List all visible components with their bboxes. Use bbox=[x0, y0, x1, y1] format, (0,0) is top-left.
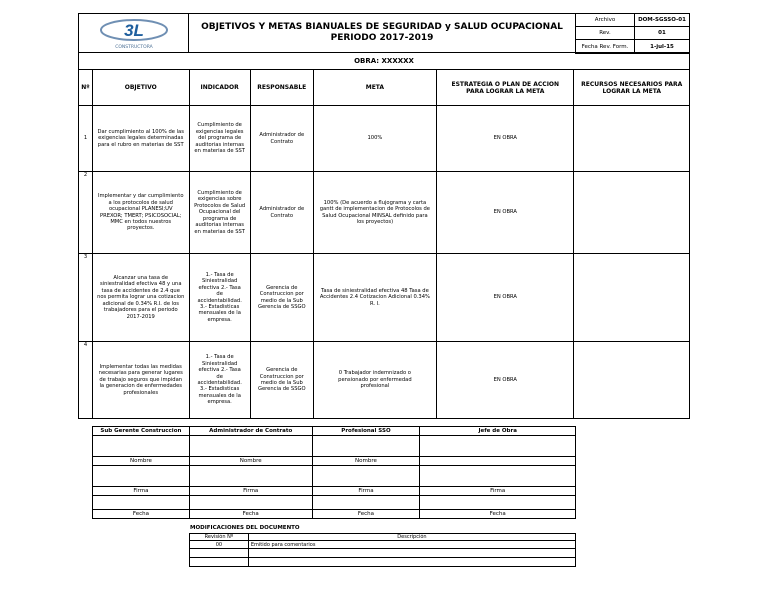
row-objetivo: Dar cumplimiento al 100% de las exigencias legales determinadas para el rubro en materias de SST bbox=[92, 106, 189, 172]
signature-firma-row bbox=[93, 487, 576, 496]
signature-firma-label: Firma bbox=[312, 487, 420, 496]
table-row bbox=[190, 549, 576, 558]
row-indicador: Cumplimiento de exigencias legales del programa de auditorias internas en materias de SST bbox=[189, 106, 250, 172]
signature-role: Profesional SSO bbox=[312, 427, 420, 436]
mod-col-rev: Revisión Nº bbox=[190, 534, 249, 541]
signature-firma-label: Firma bbox=[420, 487, 576, 496]
row-meta: 100% (De acuerdo a flujograma y carta gantt de implementacion de Protocolos de Salud Ocupacional MINSAL definido para los proyectos) bbox=[313, 172, 436, 254]
col-header-meta: META bbox=[313, 70, 436, 106]
column-header-row bbox=[79, 70, 690, 106]
col-header-objetivo: OBJETIVO bbox=[92, 70, 189, 106]
mod-desc: Emitido para comentarios bbox=[248, 541, 575, 549]
svg-text:3L: 3L bbox=[124, 21, 144, 40]
table-row bbox=[79, 106, 690, 172]
signature-fecha-label: Fecha bbox=[93, 510, 190, 519]
signature-roles-row bbox=[93, 427, 576, 436]
objectives-table bbox=[78, 69, 690, 419]
col-header-recursos: RECURSOS NECESARIOS PARA LOGRAR LA META bbox=[574, 70, 690, 106]
signature-nombre-label: Nombre bbox=[189, 457, 312, 466]
svg-text:CONSTRUCTORA: CONSTRUCTORA bbox=[115, 45, 153, 50]
signature-nombre-label: Nombre bbox=[93, 457, 190, 466]
signature-role: Jefe de Obra bbox=[420, 427, 576, 436]
row-number: 1 bbox=[79, 106, 93, 172]
col-header-indicador: INDICADOR bbox=[189, 70, 250, 106]
row-meta: 100% bbox=[313, 106, 436, 172]
mod-desc bbox=[248, 558, 575, 567]
meta-label-fecha: Fecha Rev. Form. bbox=[576, 40, 635, 54]
row-objetivo: Implementar todas las medidas necesarias para generar lugares de trabajo seguros que impidan la generacion de enfermedades profesionales bbox=[92, 342, 189, 419]
meta-value-archivo: DOM-SGSSO-01 bbox=[635, 14, 690, 27]
document-meta-table bbox=[575, 13, 690, 54]
row-estrategia: EN OBRA bbox=[437, 254, 574, 342]
mod-rev bbox=[190, 558, 249, 567]
row-responsable: Administrador de Contrato bbox=[250, 172, 313, 254]
signature-fecha-label: Fecha bbox=[189, 510, 312, 519]
col-header-responsable: RESPONSABLE bbox=[250, 70, 313, 106]
table-row bbox=[79, 172, 690, 254]
table-row bbox=[79, 342, 690, 419]
col-header-estrategia: ESTRATEGIA O PLAN DE ACCION PARA LOGRAR LA META bbox=[437, 70, 574, 106]
signature-role: Sub Gerente Construccion bbox=[93, 427, 190, 436]
title-line-2: PERIODO 2017-2019 bbox=[330, 33, 434, 43]
title-line-1: OBJETIVOS Y METAS BIANUALES DE SEGURIDAD y SALUD OCUPACIONAL bbox=[201, 22, 563, 32]
modifications-title: MODIFICACIONES DEL DOCUMENTO bbox=[190, 525, 300, 531]
row-estrategia: EN OBRA bbox=[437, 172, 574, 254]
modifications-header-row bbox=[190, 534, 576, 541]
mod-desc bbox=[248, 549, 575, 558]
row-number: 4 bbox=[79, 342, 93, 419]
row-recursos bbox=[574, 106, 690, 172]
signature-fecha-label: Fecha bbox=[420, 510, 576, 519]
mod-rev bbox=[190, 549, 249, 558]
row-recursos bbox=[574, 254, 690, 342]
signature-fecha-row bbox=[93, 510, 576, 519]
row-indicador: 1.- Tasa de Siniestralidad efectiva 2.- Tasa de accidentabilidad. 3.- Estadisticas mensuales de la empresa. bbox=[189, 342, 250, 419]
modifications-table bbox=[189, 533, 576, 567]
table-row bbox=[190, 541, 576, 549]
signature-nombre-label bbox=[420, 457, 576, 466]
row-number: 2 bbox=[79, 172, 93, 254]
obra-label: OBRA: XXXXXX bbox=[354, 57, 414, 65]
signature-nombre-row bbox=[93, 457, 576, 466]
row-number: 3 bbox=[79, 254, 93, 342]
row-responsable: Gerencia de Construccion por medio de la Sub Gerencia de SSGO bbox=[250, 342, 313, 419]
signature-fecha-label: Fecha bbox=[312, 510, 420, 519]
signature-firma-label: Firma bbox=[189, 487, 312, 496]
meta-label-rev: Rev. bbox=[576, 27, 635, 40]
mod-col-desc: Descripción bbox=[248, 534, 575, 541]
signature-role: Administrador de Contrato bbox=[189, 427, 312, 436]
col-header-n: Nº bbox=[79, 70, 93, 106]
table-row bbox=[79, 254, 690, 342]
meta-value-rev: 01 bbox=[635, 27, 690, 40]
signature-firma-label: Firma bbox=[93, 487, 190, 496]
company-logo bbox=[84, 16, 184, 50]
row-objetivo: Implementar y dar cumplimiento a los protocolos de salud ocupacional PLANESI;UV PREXOR; TMERT; PSICOSOCIAL; MMC en todos nuestros proyectos. bbox=[92, 172, 189, 254]
mod-rev: 00 bbox=[190, 541, 249, 549]
row-indicador: Cumplimiento de exigencias sobre Protocolos de Salud Ocupacional del programa de auditorias internas en materias de SST bbox=[189, 172, 250, 254]
signature-table bbox=[92, 426, 576, 519]
meta-label-archivo: Archivo bbox=[576, 14, 635, 27]
row-responsable: Gerencia de Construccion por medio de la Sub Gerencia de SSGO bbox=[250, 254, 313, 342]
row-recursos bbox=[574, 172, 690, 254]
meta-value-fecha: 1-jul-15 bbox=[635, 40, 690, 54]
row-meta: 0 Trabajador indemnizado o pensionado por enfermedad profesional bbox=[313, 342, 436, 419]
row-estrategia: EN OBRA bbox=[437, 342, 574, 419]
row-estrategia: EN OBRA bbox=[437, 106, 574, 172]
row-responsable: Administrador de Contrato bbox=[250, 106, 313, 172]
table-row bbox=[190, 558, 576, 567]
signature-nombre-label: Nombre bbox=[312, 457, 420, 466]
row-indicador: 1.- Tasa de Siniestralidad efectiva 2.- Tasa de accidentabilidad. 3.- Estadisticas mensuales de la empresa. bbox=[189, 254, 250, 342]
row-recursos bbox=[574, 342, 690, 419]
row-meta: Tasa de siniestralidad efectiva 48 Tasa de Accidentes 2.4 Cotizacion Adicional 0.34% R. I. bbox=[313, 254, 436, 342]
logo-graphic bbox=[84, 16, 184, 50]
row-objetivo: Alcanzar una tasa de siniestralidad efectiva 48 y una tasa de accidentes de 2.4 que nos permita lograr una cotizacion adicional de 0.34% R.I. de los trabajadores para el periodo 2017-2019 bbox=[92, 254, 189, 342]
document-title bbox=[189, 14, 575, 52]
